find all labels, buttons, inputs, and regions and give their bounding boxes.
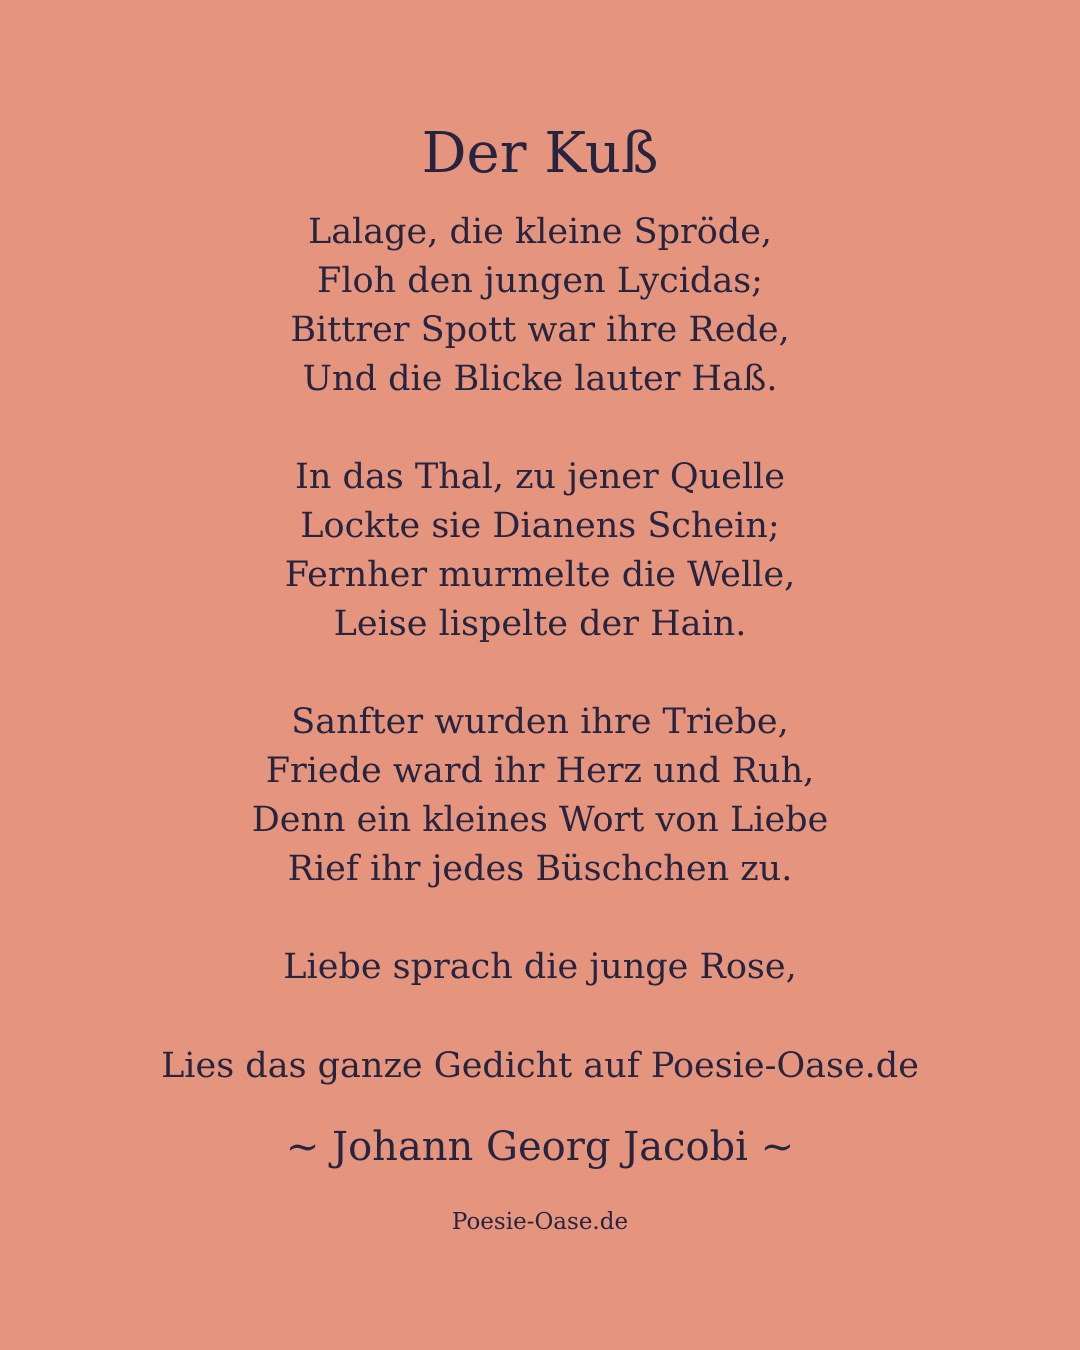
poem-author: ~ Johann Georg Jacobi ~ xyxy=(285,1124,795,1170)
stanza-4 xyxy=(0,943,1080,992)
read-more-text: Lies das ganze Gedicht auf Poesie-Oase.de xyxy=(161,1046,919,1086)
stanza-2 xyxy=(0,453,1080,649)
stanza-1 xyxy=(0,208,1080,404)
poem-title: Der Kuß xyxy=(421,121,659,186)
poem-line: Denn ein kleines Wort von Liebe xyxy=(251,800,829,840)
poem-line: Floh den jungen Lycidas; xyxy=(317,261,763,301)
poem-line: Rief ihr jedes Büschchen zu. xyxy=(287,849,793,889)
stanza-3 xyxy=(0,698,1080,894)
poem-body xyxy=(0,208,1080,1041)
poem-line: Friede ward ihr Herz und Ruh, xyxy=(265,751,815,791)
poem-line: Lalage, die kleine Spröde, xyxy=(307,212,773,252)
poem-line: Sanfter wurden ihre Triebe, xyxy=(291,702,789,742)
poem-line: Leise lispelte der Hain. xyxy=(333,604,747,644)
poem-line: Und die Blicke lauter Haß. xyxy=(302,359,778,399)
poem-line: Lockte sie Dianens Schein; xyxy=(300,506,780,546)
poem-line: In das Thal, zu jener Quelle xyxy=(295,457,785,497)
site-footer: Poesie-Oase.de xyxy=(451,1209,629,1235)
poem-line: Liebe sprach die junge Rose, xyxy=(283,947,797,987)
poem-line: Fernher murmelte die Welle, xyxy=(284,555,796,595)
poem-line: Bittrer Spott war ihre Rede, xyxy=(290,310,790,350)
